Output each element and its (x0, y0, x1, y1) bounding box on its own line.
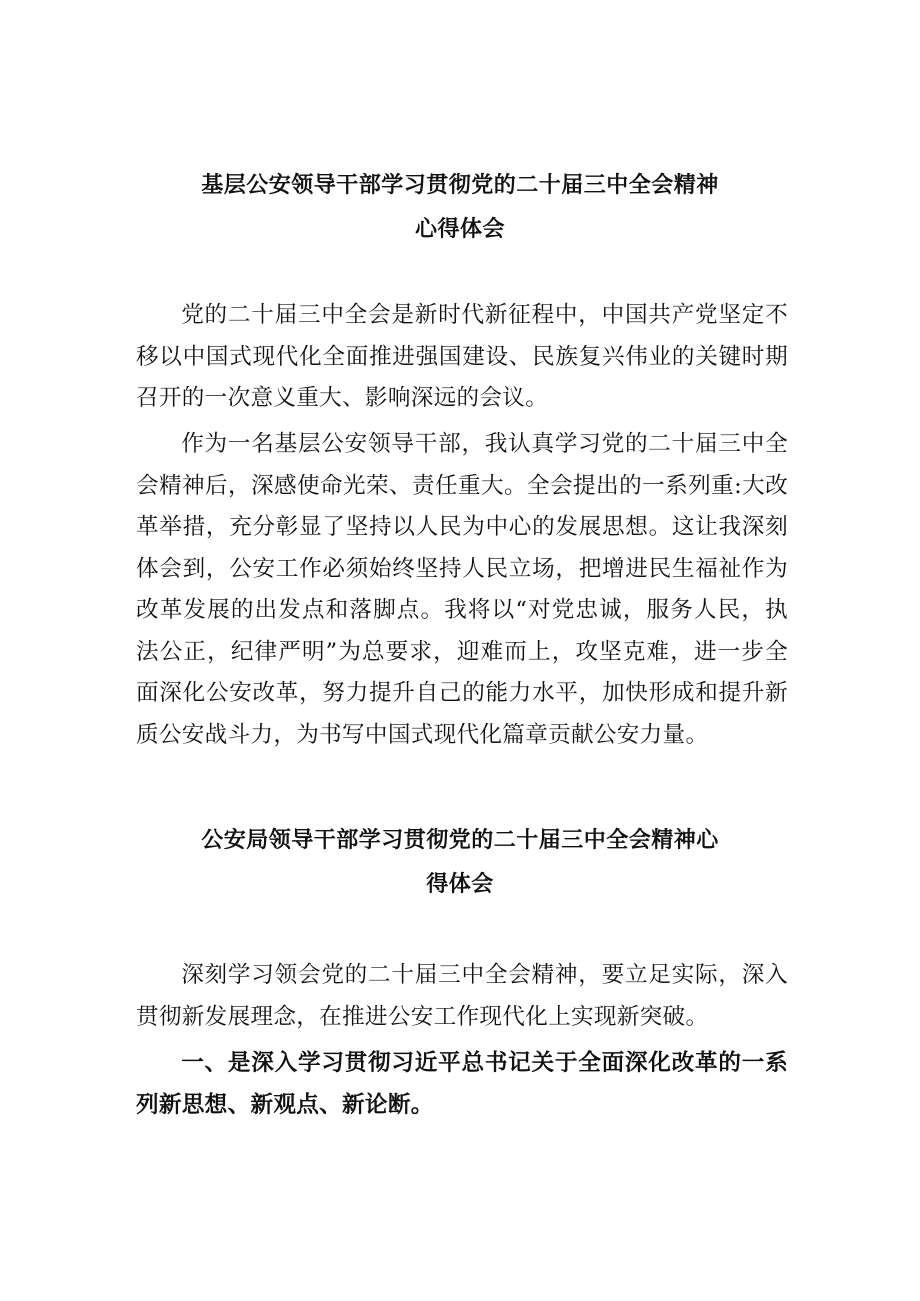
section-1-paragraph-1: 党的二十届三中全会是新时代新征程中，中国共产党坚定不移以中国式现代化全面推进强国建设、民族复兴伟业的关键时期召开的一次意义重大、影响深远的会议。 (136, 302, 788, 411)
section-2-heading-item-1: 一、是深入学习贯彻习近平总书记关于全面深化改革的一系列新思想、新观点、新论断。 (136, 1050, 788, 1118)
section-2-title-line-1: 公安局领导干部学习贯彻党的二十届三中全会精神心 (201, 827, 719, 853)
section-1-title-line-2: 心得体会 (414, 216, 505, 242)
section-1-title (130, 163, 790, 251)
section-1-title-line-1: 基层公安领导干部学习贯彻党的二十届三中全会精神 (201, 172, 719, 198)
section-2-title-line-2: 得体会 (426, 871, 494, 897)
section-2-title (130, 818, 790, 906)
section-2-paragraph-1: 深刻学习领会党的二十届三中全会精神，要立足实际，深入贯彻新发展理念，在推进公安工作现代化上实现新突破。 (136, 962, 788, 1030)
section-1-paragraph-2: 作为一名基层公安领导干部，我认真学习党的二十届三中全会精神后，深感使命光荣、责任重大。全会提出的一系列重:大改革举措，充分彰显了坚持以人民为中心的发展思想。这让我深刻体会到，公安工作必须始终坚持人民立场，把增进民生福祉作为改革发展的出发点和落脚点。我将以“对党忠诚，服务人民，执法公正，纪律严明”为总要求，迎难而上，攻坚克难，进一步全面深化公安改革，努力提升自己的能力水平，加快形成和提升新质公安战斗力，为书写中国式现代化篇章贡献公安力量。 (136, 431, 788, 748)
